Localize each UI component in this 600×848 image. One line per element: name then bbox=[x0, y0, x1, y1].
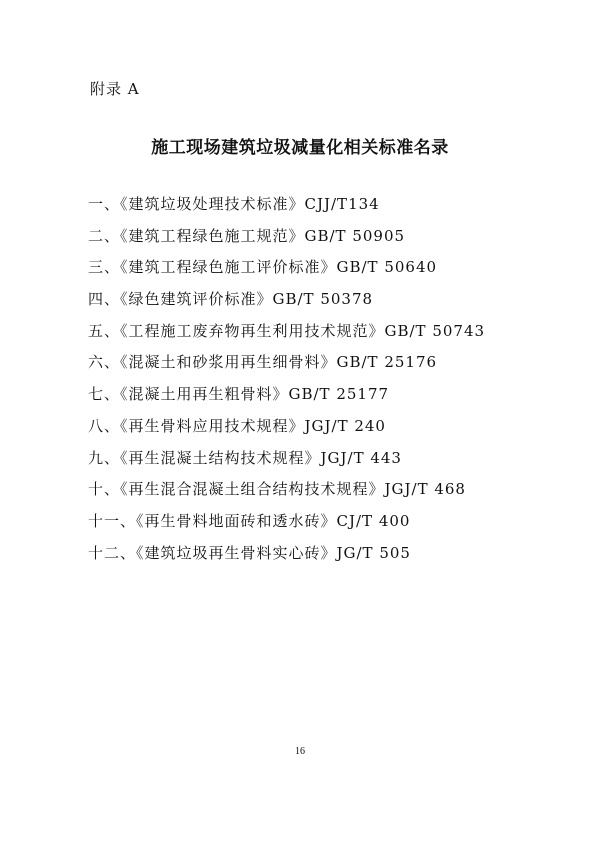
standard-item: 六、《混凝土和砂浆用再生细骨料》GB/T 25176 bbox=[88, 353, 438, 372]
standard-item: 九、《再生混凝土结构技术规程》JGJ/T 443 bbox=[88, 448, 402, 467]
standard-item: 七、《混凝土用再生粗骨料》GB/T 25177 bbox=[88, 385, 390, 404]
standard-item: 二、《建筑工程绿色施工规范》GB/T 50905 bbox=[88, 226, 406, 245]
document-title: 施工现场建筑垃圾减量化相关标准名录 bbox=[151, 138, 449, 158]
page-number: 16 bbox=[295, 746, 305, 757]
appendix-label: 附录 A bbox=[90, 80, 140, 98]
standard-item: 一、《建筑垃圾处理技术标准》CJJ/T134 bbox=[88, 195, 380, 213]
standard-item: 四、《绿色建筑评价标准》GB/T 50378 bbox=[88, 290, 374, 309]
standard-item: 三、《建筑工程绿色施工评价标准》GB/T 50640 bbox=[88, 258, 438, 277]
standard-item: 十二、《建筑垃圾再生骨料实心砖》JG/T 505 bbox=[88, 543, 411, 562]
standard-item: 五、《工程施工废弃物再生利用技术规范》GB/T 50743 bbox=[88, 321, 486, 340]
standards-list bbox=[88, 192, 485, 572]
standard-item: 十、《再生混合混凝土组合结构技术规程》JGJ/T 468 bbox=[88, 480, 466, 499]
standard-item: 十一、《再生骨料地面砖和透水砖》CJ/T 400 bbox=[88, 511, 411, 530]
standard-item: 八、《再生骨料应用技术规程》JGJ/T 240 bbox=[88, 416, 386, 435]
